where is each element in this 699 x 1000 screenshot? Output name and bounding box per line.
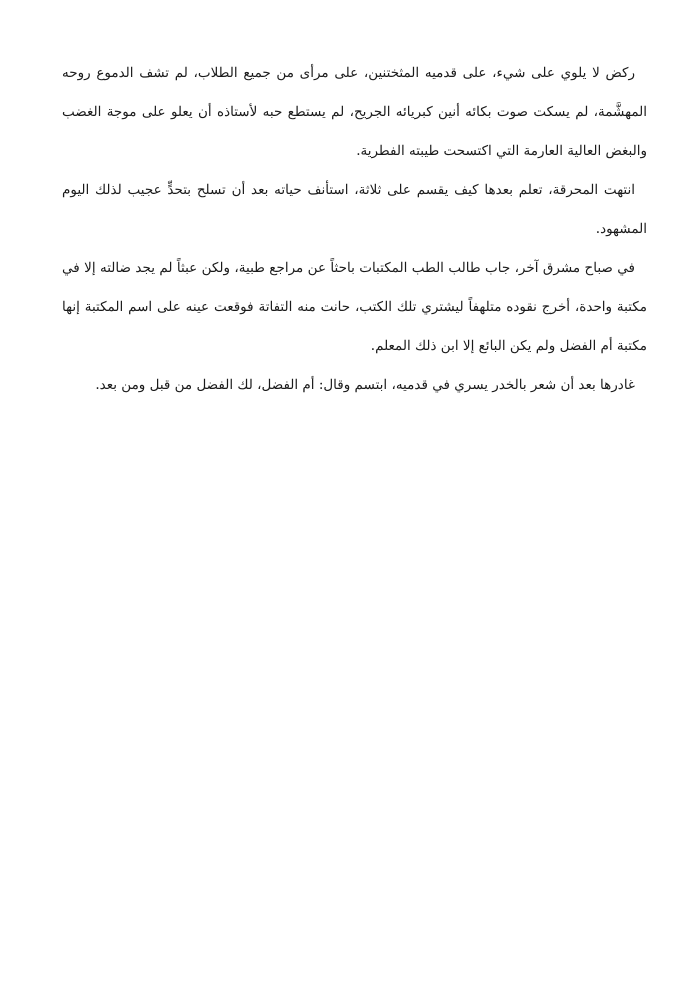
- paragraph-2: انتهت المحرقة، تعلم بعدها كيف يقسم على ثلاثة، استأنف حياته بعد أن تسلح بتحدٍّ عجيب لذلك اليوم المشهود.: [62, 182, 647, 237]
- document-body: [62, 54, 647, 405]
- paragraph-4: غادرها بعد أن شعر بالخدر يسري في قدميه، ابتسم وقال: أم الفضل، لك الفضل من قبل ومن بعد.: [95, 377, 635, 393]
- paragraph-1: ركض لا يلوي على شيء، على قدميه المثختنين، على مرأى من جميع الطلاب، لم تشف الدموع روحه المهشَّمة، لم يسكت صوت بكائه أنين كبريائه الجريح، لم يستطع حبه لأستاذه أن يعلو على موجة الغضب والبغض العالية العارمة التي اكتسحت طيبته الفطرية.: [62, 65, 647, 159]
- paragraph-3: في صباح مشرق آخر، جاب طالب الطب المكتبات باحثاً عن مراجع طبية، ولكن عبثاً لم يجد ضالته إلا في مكتبة واحدة، أخرج نقوده متلهفاً ليشتري تلك الكتب، حانت منه التفاتة فوقعت عينه على اسم المكتبة إنها مكتبة أم الفضل ولم يكن البائع إلا ابن ذلك المعلم.: [62, 260, 647, 354]
